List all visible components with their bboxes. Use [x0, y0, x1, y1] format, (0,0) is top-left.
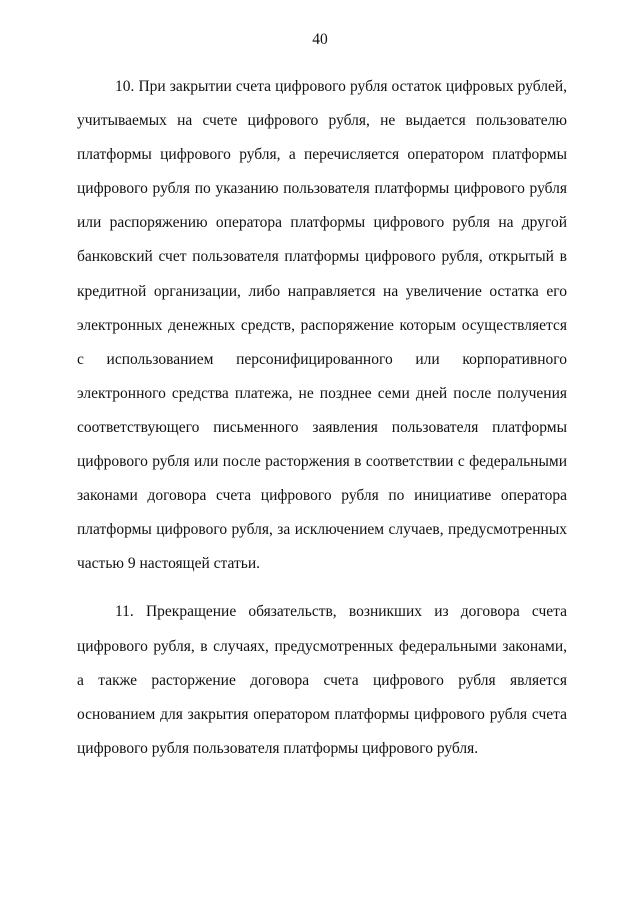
document-body: [77, 70, 567, 766]
paragraph-11: 11. Прекращение обязательств, возникших из договора счета цифрового рубля, в случаях, предусмотренных федеральными законами, а также расторжение договора счета цифрового рубля является основанием для закрытия оператором платформы цифрового рубля счета цифрового рубля пользователя платформы цифрового рубля.: [77, 603, 567, 757]
paragraph-10: 10. При закрытии счета цифрового рубля остаток цифровых рублей, учитываемых на счете цифрового рубля, не выдается пользователю платформы цифрового рубля, а перечисляется оператором платформы цифрового рубля по указанию пользователя платформы цифрового рубля или распоряжению оператора платформы цифрового рубля на другой банковский счет пользователя платформы цифрового рубля, открытый в кредитной организации, либо направляется на увеличение остатка его электронных денежных средств, распоряжение которым осуществляется с использованием персонифицированного или корпоративного электронного средства платежа, не позднее семи дней после получения соответствующего письменного заявления пользователя платформы цифрового рубля или после расторжения в соответствии с федеральными законами договора счета цифрового рубля по инициативе оператора платформы цифрового рубля, за исключением случаев, предусмотренных частью 9 настоящей статьи.: [77, 78, 567, 573]
page-number: 40: [312, 31, 328, 48]
